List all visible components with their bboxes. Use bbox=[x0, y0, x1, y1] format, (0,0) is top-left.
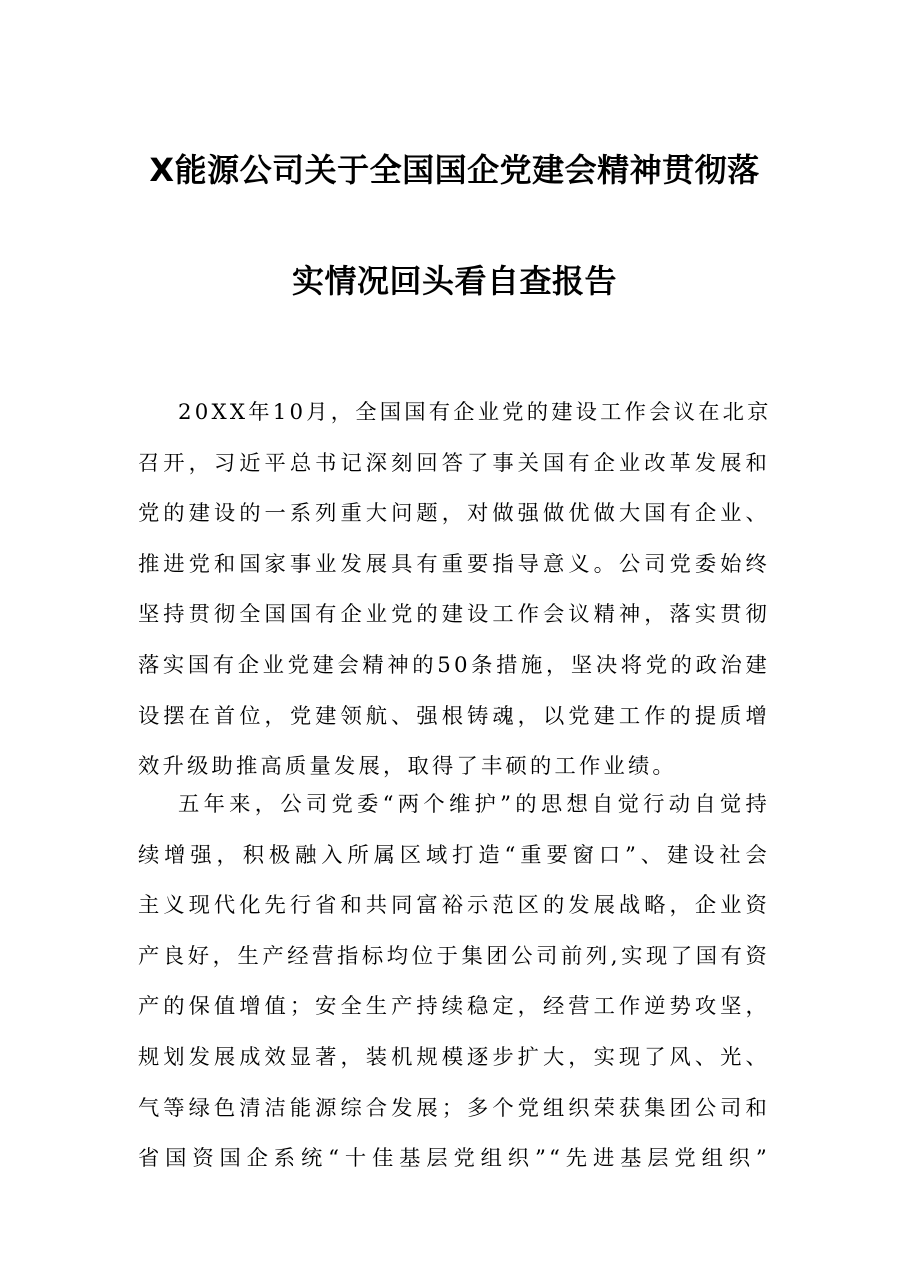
paragraph-line: 推进党和国家事业发展具有重要指导意义。公司党委始终 bbox=[138, 551, 770, 577]
paragraph-1 bbox=[138, 388, 778, 793]
paragraph-2 bbox=[138, 780, 778, 1185]
paragraph-line: 产良好，生产经营指标均位于集团公司前列,实现了国有资 bbox=[138, 943, 770, 969]
paragraph-line: 续增强，积极融入所属区域打造“重要窗口”、建设社会 bbox=[138, 842, 770, 868]
paragraph-line: 20XX年10月，全国国有企业党的建设工作会议在北京 bbox=[178, 400, 772, 425]
paragraph-line: 主义现代化先行省和共同富裕示范区的发展战略，企业资 bbox=[138, 893, 770, 919]
paragraph-line: 产的保值增值；安全生产持续稳定，经营工作逆势攻坚， bbox=[138, 994, 770, 1020]
paragraph-line: 省国资国企系统“十佳基层党组织”“先进基层党组织” bbox=[138, 1146, 770, 1172]
paragraph-line: 效升级助推高质量发展，取得了丰硕的工作业绩。 bbox=[138, 754, 677, 780]
paragraph-line: 坚持贯彻全国国有企业党的建设工作会议精神，落实贯彻 bbox=[138, 602, 770, 628]
paragraph-line: 党的建设的一系列重大问题，对做强做优做大国有企业、 bbox=[138, 501, 770, 527]
paragraph-line: 召开，习近平总书记深刻回答了事关国有企业改革发展和 bbox=[138, 450, 770, 476]
document-title-line-1: X能源公司关于全国国企党建会精神贯彻落 bbox=[149, 151, 760, 189]
document-title-line-2: 实情况回头看自查报告 bbox=[291, 262, 617, 300]
paragraph-line: 设摆在首位，党建领航、强根铸魂，以党建工作的提质增 bbox=[138, 703, 770, 729]
paragraph-line: 五年来，公司党委“两个维护”的思想自觉行动自觉持 bbox=[178, 792, 770, 817]
paragraph-line: 落实国有企业党建会精神的50条措施，坚决将党的政治建 bbox=[138, 652, 770, 678]
paragraph-line: 气等绿色清洁能源综合发展；多个党组织荣获集团公司和 bbox=[138, 1095, 770, 1121]
paragraph-line: 规划发展成效显著，装机规模逐步扩大，实现了风、光、 bbox=[138, 1044, 770, 1070]
